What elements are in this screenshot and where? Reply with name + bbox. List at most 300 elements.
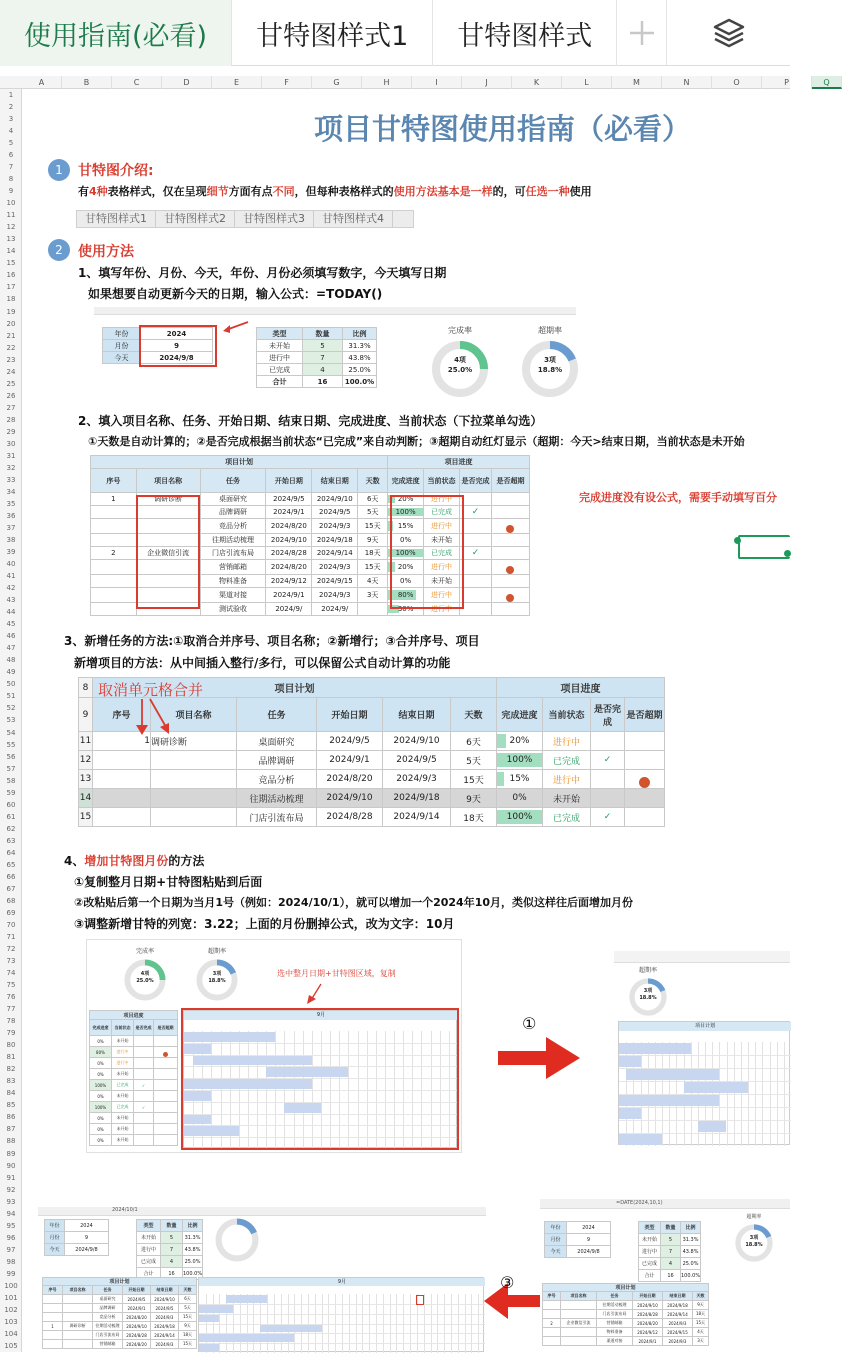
style-tabs-illustration (76, 210, 414, 228)
col-header: 类型 (639, 1222, 661, 1234)
row-header[interactable]: 9 (8, 187, 14, 196)
desc-part: 细节 (206, 185, 229, 198)
value-today: 2024/9/8 (567, 1246, 611, 1258)
table-cell: 2024/9/3 (151, 1313, 179, 1322)
stat-ratio: 31.3% (681, 1234, 701, 1246)
group-header: 项目计划 (543, 1284, 709, 1292)
step-1-line-a: 1、填写年份、月份、今天，年份、月份必须填写数字，今天填写日期 (78, 266, 447, 280)
table-row (90, 1113, 178, 1124)
label-year: 年份 (545, 1222, 567, 1234)
table-cell: 营销邮箱 (597, 1319, 633, 1328)
tab-usage-guide[interactable] (0, 0, 232, 66)
col-header: 项目名称 (63, 1286, 93, 1295)
gantt-progress-table (89, 1010, 178, 1146)
row-header[interactable]: 80 (6, 1041, 16, 1050)
stat-type: 已完成 (257, 364, 303, 376)
row-header[interactable]: 22 (6, 343, 16, 352)
table-cell (491, 547, 529, 560)
row-header[interactable]: 58 (6, 776, 16, 785)
row-header[interactable]: 1 (8, 91, 14, 99)
row-header[interactable]: 38 (6, 536, 16, 545)
row-header[interactable]: 23 (6, 355, 16, 364)
row-header[interactable]: 52 (6, 704, 16, 713)
column-header-b[interactable]: B (62, 76, 112, 89)
column-header-g[interactable]: G (312, 76, 362, 89)
row-header[interactable]: 44 (6, 608, 16, 617)
progress-text: 100% (395, 549, 416, 557)
col-header: 比例 (343, 328, 377, 340)
step-2-line-b: ①天数是自动计算的；②是否完成根据当前状态“已完成”来自动判断；③超期自动红灯显示（超期：今天>结束日期，当前状态是未开始 (88, 435, 745, 448)
gantt-bar (226, 1295, 267, 1303)
table-cell (91, 506, 137, 519)
row-header[interactable]: 62 (6, 824, 16, 833)
column-header-d[interactable]: D (162, 76, 212, 89)
table-cell (491, 603, 529, 616)
row-header[interactable]: 46 (6, 632, 16, 641)
row-header[interactable]: 59 (6, 788, 16, 797)
table-cell: 营销邮箱 (200, 560, 266, 575)
row-header[interactable]: 48 (6, 656, 16, 665)
donut-percent: 18.8% (537, 366, 563, 374)
table-cell: 已完成 (112, 1080, 134, 1091)
insert-row-screenshot (78, 677, 678, 835)
status-stats-table (136, 1219, 203, 1280)
status-stats-table (256, 327, 377, 388)
col-header: 任务 (597, 1292, 633, 1301)
table-cell: 调研诊断 (63, 1322, 93, 1331)
progress-text: 100% (506, 812, 533, 822)
row-header[interactable]: 101 (4, 1293, 18, 1302)
column-header-k[interactable]: K (512, 76, 562, 89)
row-header[interactable]: 97 (6, 1245, 16, 1254)
row-header[interactable]: 36 (6, 512, 16, 520)
column-header-a[interactable]: A (22, 76, 62, 89)
desc-part: 方面有点 (228, 185, 273, 198)
row-header[interactable]: 47 (6, 644, 16, 653)
tab-label: 甘特图样式1 (256, 20, 409, 52)
overdue-dot-icon (163, 1052, 168, 1057)
row-header[interactable]: 31 (6, 451, 16, 460)
row-header[interactable]: 39 (6, 548, 16, 557)
row-num: 8 (79, 678, 93, 698)
table-cell: 2024/9/5 (317, 732, 383, 751)
section-1-desc (78, 183, 592, 199)
row-header[interactable]: 28 (6, 415, 16, 424)
table-row (43, 1340, 197, 1349)
table-row (90, 1058, 178, 1069)
row-header[interactable]: 8 (8, 175, 14, 184)
table-cell: 往期活动梳理 (200, 534, 266, 547)
table-row (79, 770, 665, 789)
row-header[interactable]: 33 (6, 475, 16, 484)
style-tab: 甘特图样式2 (156, 211, 235, 227)
style-tab: 甘特图样式1 (77, 211, 156, 227)
col-header: 比例 (681, 1222, 701, 1234)
row-header[interactable]: 29 (6, 427, 16, 436)
table-cell (625, 751, 665, 770)
table-cell (543, 1310, 561, 1319)
label-month: 月份 (545, 1234, 567, 1246)
donut-count: 3项 (544, 356, 556, 364)
table-row (90, 1080, 178, 1091)
unmerge-annotation: 取消单元格合并 (98, 681, 204, 699)
row-header[interactable]: 25 (6, 379, 16, 388)
row-header[interactable]: 3 (8, 115, 14, 124)
table-cell: 18天 (451, 808, 497, 827)
col-header: 当前状态 (112, 1020, 134, 1036)
table-cell (134, 1135, 154, 1146)
row-header[interactable]: 55 (6, 740, 16, 749)
table-cell: 9天 (179, 1322, 197, 1331)
table-cell: 渠道对接 (597, 1337, 633, 1346)
row-header[interactable]: 57 (6, 764, 16, 773)
row-header[interactable]: 12 (6, 223, 16, 232)
desc-part: 4种 (89, 185, 108, 198)
value-today[interactable]: 2024/9/8 (141, 352, 213, 364)
row-header[interactable]: 11 (6, 211, 16, 220)
row-header[interactable]: 32 (6, 463, 16, 472)
table-cell (460, 519, 492, 534)
row-header[interactable]: 94 (6, 1209, 16, 1218)
col-header: 开始日期 (266, 469, 312, 493)
row-header[interactable]: 37 (6, 524, 16, 533)
value-today: 2024/9/8 (65, 1244, 109, 1256)
row-header[interactable]: 64 (6, 848, 16, 857)
row-header[interactable]: 41 (6, 572, 16, 581)
progress-text: 100% (506, 755, 533, 765)
table-cell: 5天 (179, 1304, 197, 1313)
row-header[interactable]: 93 (6, 1197, 16, 1206)
stat-type: 已完成 (137, 1256, 161, 1268)
row-header[interactable]: 2 (8, 103, 14, 112)
value-year: 2024 (567, 1222, 611, 1234)
table-cell: 9天 (358, 534, 388, 547)
add-sheet-button[interactable] (617, 0, 667, 65)
row-header[interactable]: 20 (6, 319, 16, 328)
table-cell: 品牌调研 (200, 506, 266, 519)
table-cell: ✓ (460, 506, 492, 519)
row-header[interactable]: 83 (6, 1077, 16, 1086)
tab-gantt-style-1[interactable] (232, 0, 433, 66)
overdue-donut (187, 946, 247, 1006)
row-header[interactable]: 82 (6, 1065, 16, 1074)
row-header[interactable]: 53 (6, 716, 16, 725)
row-header[interactable]: 73 (6, 957, 16, 966)
col-header: 类型 (257, 328, 303, 340)
style-tab: 甘特图样式3 (235, 211, 314, 227)
table-cell (154, 1135, 178, 1146)
sheet-list-button[interactable] (667, 0, 790, 65)
grid-line (199, 1314, 485, 1315)
col-header: 类型 (137, 1220, 161, 1232)
row-header[interactable]: 21 (6, 331, 16, 340)
table-cell: 0% (90, 1113, 112, 1124)
grid-line (619, 1107, 791, 1108)
row-header[interactable]: 88 (6, 1137, 16, 1146)
row-header[interactable]: 27 (6, 403, 16, 412)
column-header-n[interactable]: N (662, 76, 712, 89)
table-row (43, 1331, 197, 1340)
row-header[interactable]: 95 (6, 1221, 16, 1230)
row-header[interactable]: 67 (6, 884, 16, 893)
column-header-p[interactable]: P (762, 76, 812, 89)
stat-ratio: 43.8% (343, 352, 377, 364)
column-header-q[interactable]: Q (812, 76, 842, 89)
table-cell (134, 1091, 154, 1102)
stat-ratio: 100.0% (183, 1268, 203, 1280)
row-header[interactable]: 79 (6, 1029, 16, 1038)
label-month: 月份 (103, 340, 141, 352)
row-header[interactable]: 19 (6, 307, 16, 316)
col-header: 完成进度 (388, 469, 424, 493)
row-header[interactable]: 18 (6, 295, 16, 304)
column-header-h[interactable]: H (362, 76, 412, 89)
row-header[interactable]: 56 (6, 752, 16, 761)
table-cell: 1 (93, 732, 151, 751)
column-header-f[interactable]: F (262, 76, 312, 89)
donut-percent: 18.8% (208, 978, 226, 984)
column-header-e[interactable]: E (212, 76, 262, 89)
row-header[interactable]: 92 (6, 1185, 16, 1194)
table-cell (491, 534, 529, 547)
stat-type: 进行中 (639, 1246, 661, 1258)
row-header[interactable]: 103 (4, 1317, 18, 1326)
table-cell (561, 1301, 597, 1310)
cell-reference: =DATE(2024,10,1) (616, 1200, 663, 1206)
row-header[interactable]: 74 (6, 969, 16, 978)
row-header[interactable]: 65 (6, 860, 16, 869)
desc-part: 不同 (272, 185, 295, 198)
row-header[interactable]: 45 (6, 620, 16, 629)
progress-text: 0% (400, 536, 412, 544)
table-cell (151, 808, 237, 827)
row-header[interactable]: 10 (6, 199, 16, 208)
table-cell: 2024/9/10 (383, 732, 451, 751)
row-header[interactable]: 76 (6, 993, 16, 1002)
table-cell: 进行中 (112, 1058, 134, 1069)
column-header-l[interactable]: L (562, 76, 612, 89)
col-header: 当前状态 (424, 469, 460, 493)
table-cell: 未开始 (112, 1113, 134, 1124)
column-header-m[interactable]: M (612, 76, 662, 89)
bottom-left-task-table (42, 1277, 197, 1349)
table-cell: 80% (90, 1047, 112, 1058)
stat-type: 未开始 (639, 1234, 661, 1246)
row-num: 13 (79, 770, 93, 789)
row-header[interactable]: 102 (4, 1305, 18, 1314)
column-header-j[interactable]: J (462, 76, 512, 89)
col-header: 是否超期 (491, 469, 529, 493)
tab-label: 使用指南(必看) (24, 20, 208, 52)
table-cell (134, 1047, 154, 1058)
row-header[interactable]: 54 (6, 728, 16, 737)
row-header[interactable]: 100 (4, 1281, 18, 1290)
group-header: 项目计划 (43, 1278, 197, 1286)
table-cell (543, 1301, 561, 1310)
row-header[interactable]: 16 (6, 271, 16, 280)
progress-text: 20% (509, 736, 530, 746)
info-panel-screenshot (94, 307, 576, 399)
donut-count: 3项 (749, 1235, 759, 1241)
row-header[interactable]: 99 (6, 1269, 16, 1278)
row-header[interactable]: 61 (6, 812, 16, 821)
col-header: 任务 (237, 698, 317, 732)
table-cell: 2024/9/3 (663, 1337, 693, 1346)
table-cell: 2024/9/18 (312, 534, 358, 547)
row-header[interactable]: 87 (6, 1125, 16, 1134)
row-header[interactable]: 43 (6, 596, 16, 605)
stat-count: 7 (661, 1246, 681, 1258)
gantt-bar (199, 1315, 219, 1323)
row-header[interactable]: 86 (6, 1113, 16, 1122)
row-header[interactable]: 51 (6, 692, 16, 701)
step-3-line-a: 3、新增任务的方法:①取消合并序号、项目名称；②新增行；③合并序号、项目 (64, 634, 480, 648)
table-cell (497, 789, 543, 808)
row-header[interactable]: 104 (4, 1329, 18, 1338)
table-cell: 2024/9/10 (266, 534, 312, 547)
overdue-donut (514, 325, 586, 403)
table-cell (497, 751, 543, 770)
row-header[interactable]: 81 (6, 1053, 16, 1062)
table-cell: 2024/8/28 (123, 1331, 151, 1340)
row-header[interactable]: 17 (6, 283, 16, 292)
value-year[interactable]: 2024 (141, 328, 213, 340)
bottom-right-task-table (542, 1283, 709, 1346)
row-header[interactable]: 34 (6, 487, 16, 496)
tab-gantt-style[interactable] (433, 0, 617, 66)
completion-donut (424, 325, 496, 403)
row-header[interactable]: 69 (6, 908, 16, 917)
table-cell: 未开始 (112, 1135, 134, 1146)
table-cell (491, 493, 529, 506)
table-cell (91, 519, 137, 534)
row-header[interactable]: 89 (6, 1149, 16, 1158)
column-header-o[interactable]: O (712, 76, 762, 89)
donut-label: 超期率 (207, 948, 226, 955)
table-row (90, 1135, 178, 1146)
stat-type: 未开始 (137, 1232, 161, 1244)
table-cell: 2024/9/12 (633, 1328, 663, 1337)
row-header[interactable]: 90 (6, 1161, 16, 1170)
row-header[interactable]: 50 (6, 680, 16, 689)
column-header-bar (0, 76, 830, 89)
arrow-icon (220, 319, 250, 335)
row-header[interactable]: 15 (6, 259, 16, 268)
table-cell: 进行中 (424, 493, 460, 506)
table-cell: 2024/9/5 (312, 506, 358, 519)
col-header: 是否超期 (625, 698, 665, 732)
row-header[interactable]: 13 (6, 235, 16, 244)
row-header[interactable]: 84 (6, 1089, 16, 1098)
row-header[interactable]: 5 (8, 139, 14, 148)
stat-ratio: 100.0% (343, 376, 377, 388)
row-header[interactable]: 75 (6, 981, 16, 990)
row-header[interactable]: 70 (6, 920, 16, 929)
row-header[interactable]: 42 (6, 584, 16, 593)
row-header[interactable]: 60 (6, 800, 16, 809)
row-header[interactable]: 77 (6, 1005, 16, 1014)
table-cell (151, 751, 237, 770)
gantt-bar (619, 1134, 662, 1145)
row-header[interactable]: 91 (6, 1173, 16, 1182)
progress-bar (497, 734, 506, 748)
row-header[interactable]: 96 (6, 1233, 16, 1242)
overdue-donut (618, 965, 678, 1021)
row-num: 15 (79, 808, 93, 827)
table-cell (497, 770, 543, 789)
row-header[interactable]: 105 (4, 1341, 18, 1350)
table-cell: 2024/9/14 (151, 1331, 179, 1340)
value-year: 2024 (65, 1220, 109, 1232)
table-cell: 2024/9/5 (151, 1304, 179, 1313)
table-cell: 2024/9/18 (151, 1322, 179, 1331)
row-header[interactable]: 66 (6, 872, 16, 881)
row-header[interactable]: 71 (6, 933, 16, 941)
row-header[interactable]: 40 (6, 560, 16, 569)
table-cell (91, 534, 137, 547)
table-cell: 0% (90, 1091, 112, 1102)
row-header[interactable]: 63 (6, 836, 16, 845)
table-cell (43, 1304, 63, 1313)
row-header[interactable]: 72 (6, 945, 16, 954)
row-header[interactable]: 6 (8, 151, 14, 160)
table-row (90, 1047, 178, 1058)
donut-label: 完成率 (135, 948, 154, 955)
table-cell: 进行中 (543, 732, 591, 751)
completion-donut (115, 946, 175, 1006)
row-header[interactable]: 78 (6, 1017, 16, 1026)
table-cell: 2024/9/1 (123, 1304, 151, 1313)
connector-shape (738, 535, 790, 559)
table-cell: 2 (543, 1319, 561, 1328)
overdue-dot-icon (639, 777, 650, 788)
table-cell (134, 1113, 154, 1124)
table-cell: 未开始 (424, 534, 460, 547)
desc-part: 使用方法基本是一样 (393, 185, 493, 198)
row-header[interactable]: 35 (6, 499, 16, 508)
step-1-line-b: 如果想要自动更新今天的日期，输入公式：=TODAY() (88, 287, 383, 301)
row-header[interactable]: 98 (6, 1257, 16, 1266)
value-month[interactable]: 9 (141, 340, 213, 352)
column-header-c[interactable]: C (112, 76, 162, 89)
row-header[interactable]: 7 (8, 163, 14, 172)
row-header[interactable]: 26 (6, 391, 16, 400)
table-cell (154, 1102, 178, 1113)
row-header[interactable]: 4 (8, 127, 14, 136)
row-header[interactable]: 49 (6, 668, 16, 677)
table-cell: 营销邮箱 (93, 1340, 123, 1349)
row-header[interactable]: 24 (6, 367, 16, 376)
table-cell: 6天 (451, 732, 497, 751)
donut-count: 3项 (643, 988, 653, 994)
row-header[interactable]: 30 (6, 439, 16, 448)
table-cell: 2024/9/3 (151, 1340, 179, 1349)
table-cell: 2024/9/14 (383, 808, 451, 827)
row-header[interactable]: 68 (6, 896, 16, 905)
value-month: 9 (65, 1232, 109, 1244)
row-num: 9 (79, 698, 93, 732)
overdue-donut (724, 1213, 784, 1267)
col-header: 当前状态 (543, 698, 591, 732)
row-header[interactable]: 85 (6, 1101, 16, 1110)
table-row (543, 1337, 709, 1346)
gantt-bar (199, 1344, 219, 1352)
label-today: 今天 (545, 1246, 567, 1258)
row-header[interactable]: 14 (6, 247, 16, 256)
progress-text: 20% (397, 563, 414, 571)
column-header-i[interactable]: I (412, 76, 462, 89)
progress-note: 完成进度没有设公式，需要手动填写百分 (579, 491, 777, 504)
